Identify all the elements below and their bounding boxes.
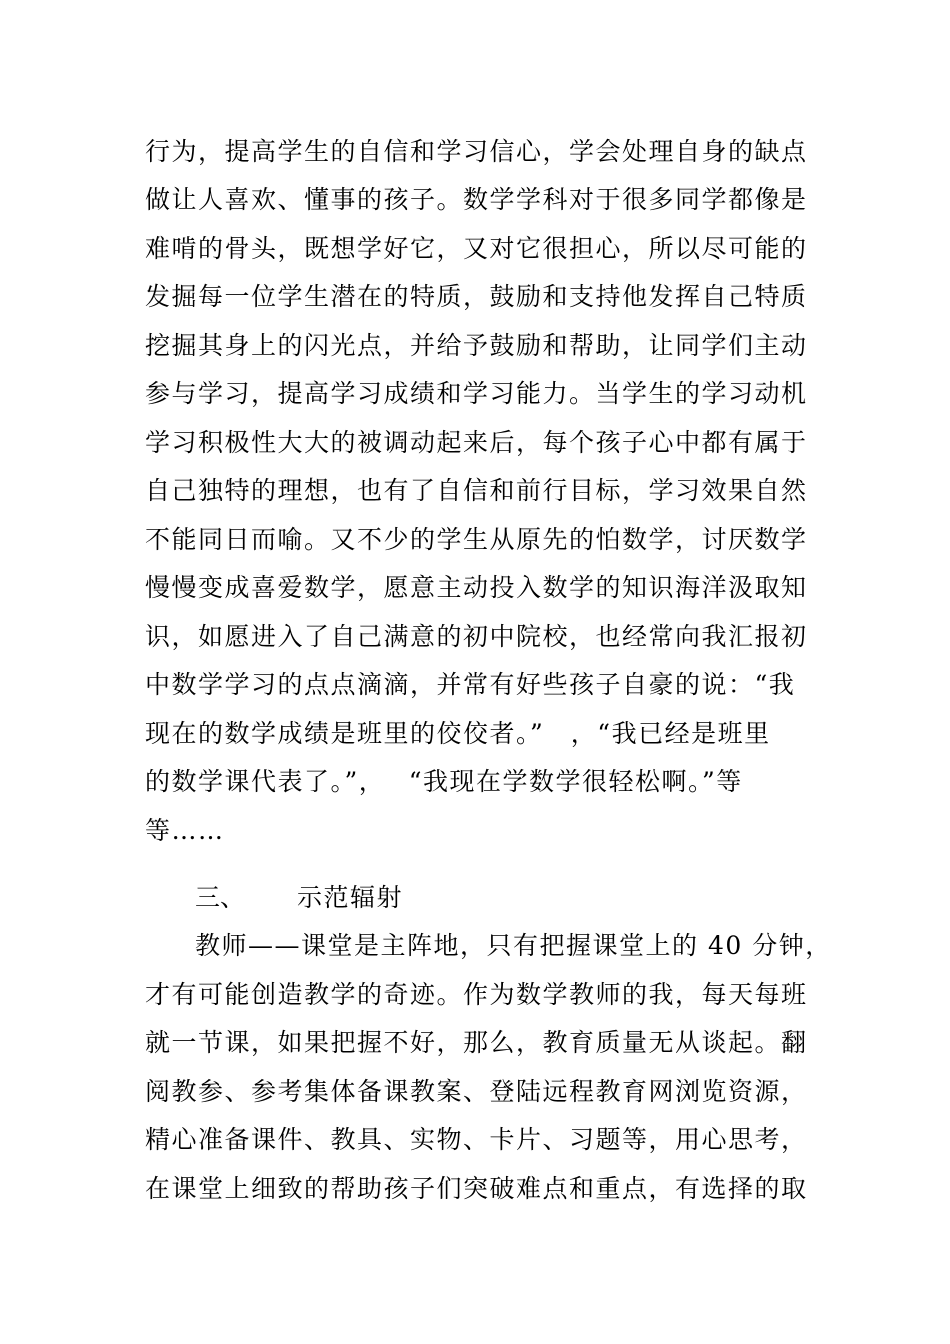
text-line: 等……	[145, 816, 225, 845]
text-line: 不能同日而喻。又不少的学生从原先的怕数学，讨厌数学	[145, 525, 808, 554]
text-line: 现在的数学成绩是班里的佼佼者。” ，“我已经是班里	[145, 719, 771, 748]
text-line: 中数学学习的点点滴滴，并常有好些孩子自豪的说：“我	[145, 670, 796, 699]
text-line: 慢慢变成喜爱数学，愿意主动投入数学的知识海洋汲取知	[145, 573, 808, 602]
text-line: 就一节课，如果把握不好，那么，教育质量无从谈起。翻	[145, 1028, 808, 1057]
text-line: 发掘每一位学生潜在的特质，鼓励和支持他发挥自己特质	[145, 282, 808, 311]
text-line: 教师——课堂是主阵地，只有把握课堂上的 40 分钟，	[195, 931, 832, 960]
text-line: 做让人喜欢、懂事的孩子。数学学科对于很多同学都像是	[145, 185, 808, 214]
section-title: 示范辐射	[297, 883, 404, 912]
text-line: 自己独特的理想，也有了自信和前行目标，学习效果自然	[145, 476, 808, 505]
text-line: 才有可能创造教学的奇迹。作为数学教师的我，每天每班	[145, 980, 808, 1009]
text-line: 参与学习，提高学习成绩和学习能力。当学生的学习动机	[145, 379, 808, 408]
text-line: 阅教参、参考集体备课教案、登陆远程教育网浏览资源，	[145, 1077, 808, 1106]
text-line: 行为，提高学生的自信和学习信心，学会处理自身的缺点	[145, 137, 808, 166]
text-line: 在课堂上细致的帮助孩子们突破难点和重点，有选择的取	[145, 1174, 808, 1203]
text-line: 的数学课代表了。”， “我现在学数学很轻松啊。”等	[145, 767, 743, 796]
text-line: 挖掘其身上的闪光点，并给予鼓励和帮助，让同学们主动	[145, 331, 808, 360]
text-line: 学习积极性大大的被调动起来后，每个孩子心中都有属于	[145, 428, 808, 457]
text-line: 识，如愿进入了自己满意的初中院校，也经常向我汇报初	[145, 622, 808, 651]
section-number: 三、	[195, 883, 246, 912]
text-line: 难啃的骨头，既想学好它，又对它很担心，所以尽可能的	[145, 234, 808, 263]
text-line: 精心准备课件、教具、实物、卡片、习题等，用心思考，	[145, 1125, 808, 1154]
